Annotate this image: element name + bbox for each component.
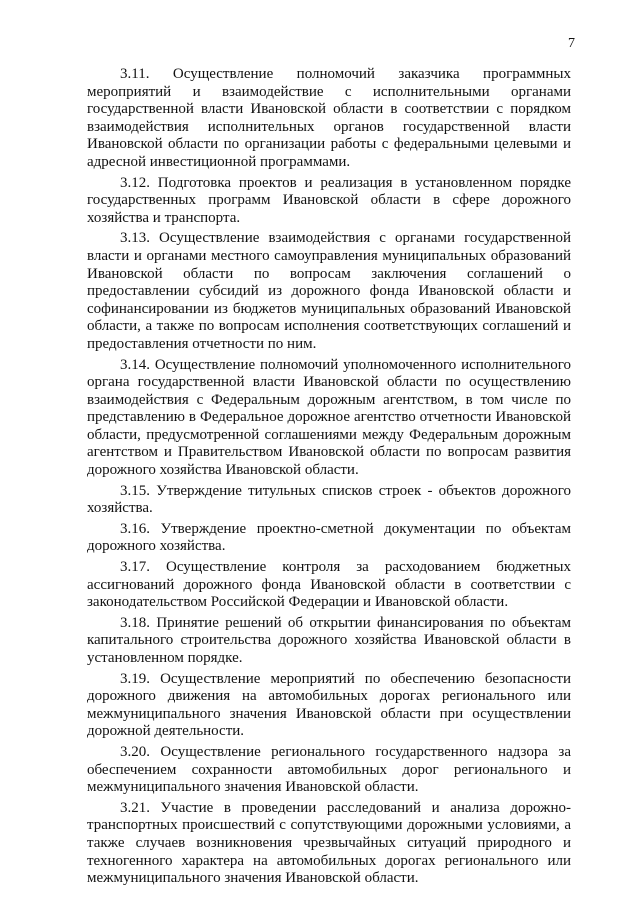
paragraph-3-16: 3.16. Утверждение проектно-сметной документации по объектам дорожного хозяйства. xyxy=(87,520,571,555)
paragraph-3-21: 3.21. Участие в проведении расследований и анализа дорожно-транспортных происшествий с сопутствующими дорожными условиями, а также случаев возникновения чрезвычайных ситуаций природного и техногенного характера на автомобильных дорогах регионального или межмуниципального значения Ивановской области. xyxy=(87,799,571,887)
paragraph-3-13: 3.13. Осуществление взаимодействия с органами государственной власти и органами местного самоуправления муниципальных образований Ивановской области по вопросам заключения соглашений о предоставлении субсидий из дорожного фонда Ивановской области и софинансировании из бюджетов муниципальных образований Ивановской области, а также по вопросам исполнения соответствующих соглашений и предоставления отчетности по ним. xyxy=(87,230,571,352)
paragraph-3-18: 3.18. Принятие решений об открытии финансирования по объектам капитального строительства дорожного хозяйства Ивановской области в установленном порядке. xyxy=(87,614,571,666)
page-number: 7 xyxy=(568,36,575,51)
paragraph-3-11: 3.11. Осуществление полномочий заказчика программных мероприятий и взаимодействие с исполнительными органами государственной власти Ивановской области в соответствии с порядком взаимодействия исполнительных органов государственной власти Ивановской области по организации работы с федеральными целевыми и адресной инвестиционной программами. xyxy=(87,66,571,170)
paragraph-3-12: 3.12. Подготовка проектов и реализация в установленном порядке государственных программ Ивановской области в сфере дорожного хозяйства и транспорта. xyxy=(87,174,571,226)
paragraph-3-19: 3.19. Осуществление мероприятий по обеспечению безопасности дорожного движения на автомобильных дорогах регионального или межмуниципального значения Ивановской области при осуществлении дорожной деятельности. xyxy=(87,670,571,740)
paragraph-3-17: 3.17. Осуществление контроля за расходованием бюджетных ассигнований дорожного фонда Ивановской области в соответствии с законодательством Российской Федерации и Ивановской области. xyxy=(87,559,571,611)
paragraph-3-20: 3.20. Осуществление регионального государственного надзора за обеспечением сохранности автомобильных дорог регионального и межмуниципального значения Ивановской области. xyxy=(87,743,571,796)
paragraph-3-14: 3.14. Осуществление полномочий уполномоченного исполнительного органа государственной власти Ивановской области по осуществлению взаимодействия с Федеральным дорожным агентством, в том числе по представлению в Федеральное дорожное агентство отчетности Ивановской области, предусмотренной соглашениями между Федеральным дорожным агентством и Правительством Ивановской области по вопросам развития дорожного хозяйства Ивановской области. xyxy=(87,356,571,479)
paragraph-3-15: 3.15. Утверждение титульных списков строек - объектов дорожного хозяйства. xyxy=(87,482,571,517)
document-body xyxy=(87,66,571,891)
